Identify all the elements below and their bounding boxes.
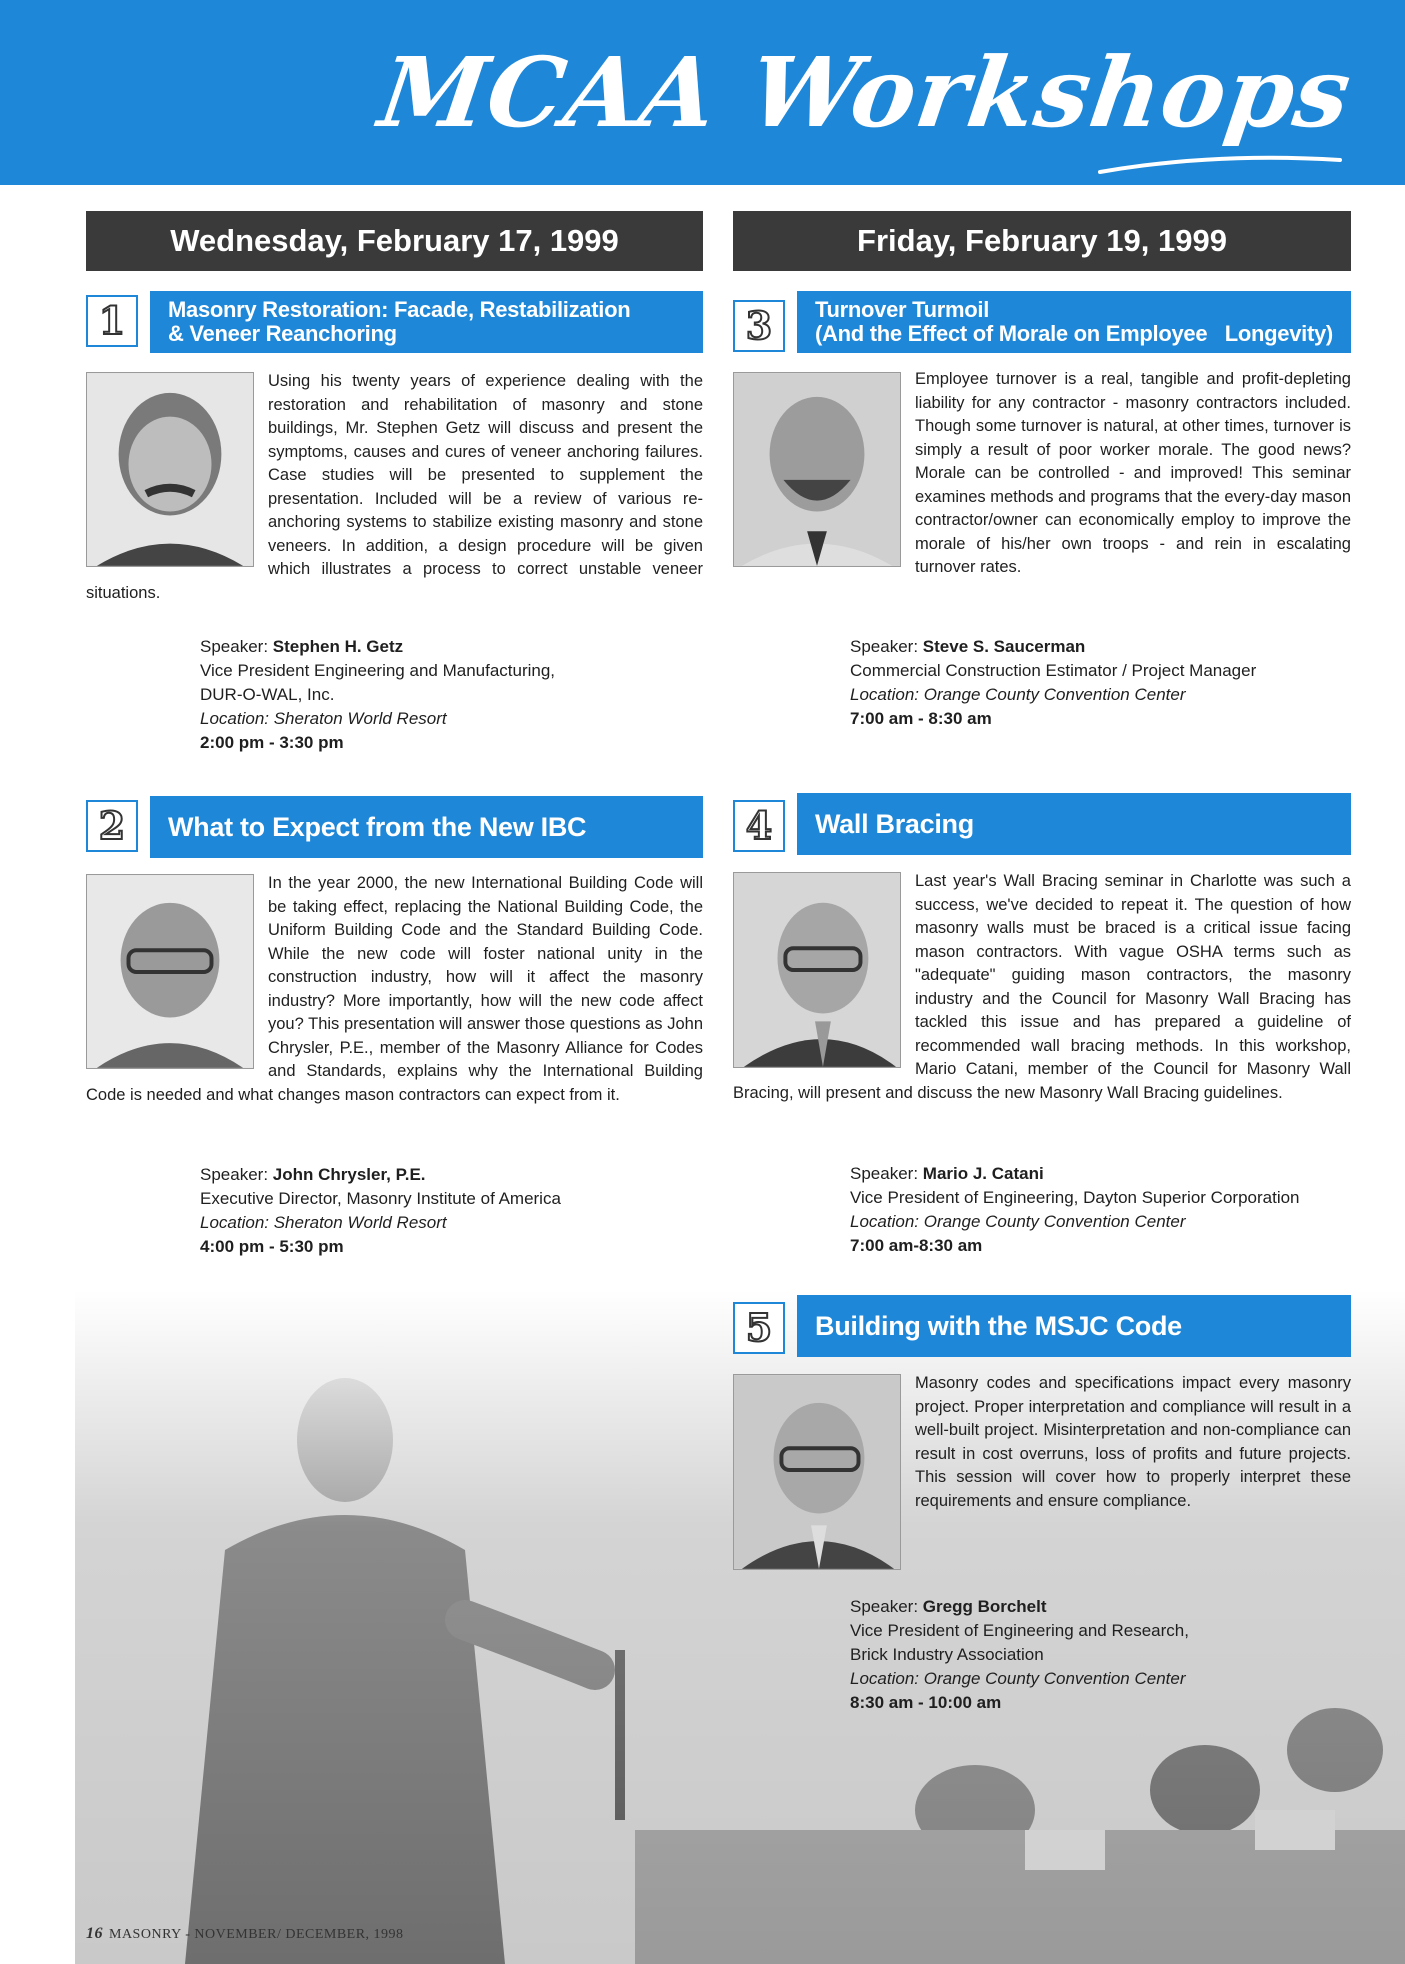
workshop-5-title: Building with the MSJC Code: [815, 1311, 1182, 1341]
header-banner: [0, 0, 1405, 185]
workshop-3-title-bar: [797, 291, 1351, 353]
workshop-5-speaker-photo: [733, 1374, 901, 1570]
workshop-3-title-line-1: Turnover Turmoil: [815, 297, 990, 322]
workshop-5-description: Masonry codes and specifications impact every masonry project. Proper interpretation and compliance will result in a well-built project. Misinterpretation and non-compliance can result in cost overruns, loss of profits and future projects. This session will cover how to properly interpret these requirements and ensure compliance.: [915, 1374, 1351, 1510]
workshop-2-title: What to Expect from the New IBC: [168, 812, 587, 842]
workshop-1-time: 2:00 pm - 3:30 pm: [200, 733, 344, 752]
workshop-5-speaker-label: Speaker:: [850, 1597, 919, 1616]
workshop-1-location: Location: Sheraton World Resort: [200, 709, 447, 728]
workshop-1-title-line-1: Masonry Restoration: Facade, Restabilization: [168, 297, 631, 322]
workshop-2-speaker-name: John Chrysler, P.E.: [272, 1165, 426, 1184]
workshop-3-affiliation-line-1: Commercial Construction Estimator / Project Manager: [850, 661, 1257, 680]
workshop-4-number-badge: 4: [733, 800, 785, 852]
workshop-5-title-bar: [797, 1295, 1351, 1357]
page-footer: [86, 1925, 404, 1943]
workshop-3-description: Employee turnover is a real, tangible and profit-depleting liability for any contractor - masonry contractors included. Though some turnover is natural, at other times, turnover is simply a result of poor worker morale. The good news? Morale can be controlled - and improved! This seminar examines methods and programs that the every-day mason contractor/owner can economically employ to improve the morale of his/her own troops - and rein in escalating turnover rates.: [915, 370, 1351, 576]
workshop-3-location: Location: Orange County Convention Center: [850, 685, 1186, 704]
workshop-3-description-block: [733, 368, 1351, 580]
page-number: 16: [86, 1925, 103, 1942]
workshop-5-number-badge: 5: [733, 1302, 785, 1354]
day-header-friday: Friday, February 19, 1999: [733, 211, 1351, 271]
workshop-5-affiliation-line-1: Vice President of Engineering and Research,: [850, 1621, 1189, 1640]
workshop-3-speaker-label: Speaker:: [850, 637, 919, 656]
workshop-3-title-line-2: (And the Effect of Morale on Employee Longevity): [815, 321, 1333, 346]
workshop-2-affiliation-line-1: Executive Director, Masonry Institute of America: [200, 1189, 561, 1208]
workshop-1-speaker-name: Stephen H. Getz: [272, 637, 404, 656]
workshop-1-description: Using his twenty years of experience dealing with the restoration and rehabilitation of masonry and stone buildings, Mr. Stephen Getz will discuss and present the symptoms, causes and cures of veneer anchoring failures. Case studies will be presented to supplement the presentation. Included will be a review of various re-anchoring systems to stabilize existing masonry and stone veneers. In addition, a design procedure will be given which illustrates a process to correct unstable veneer situations.: [86, 372, 703, 602]
workshop-4-affiliation-line-1: Vice President of Engineering, Dayton Superior Corporation: [850, 1188, 1300, 1207]
workshop-4-speaker-photo: [733, 872, 901, 1068]
workshop-3-speaker-name: Steve S. Saucerman: [922, 637, 1086, 656]
workshop-3-speaker-photo: [733, 372, 901, 567]
workshop-2-time: 4:00 pm - 5:30 pm: [200, 1237, 344, 1256]
workshop-2-description: In the year 2000, the new International Building Code will be taking effect, replacing the National Building Code, the Uniform Building Code and the Standard Building Code. While the new code will foster national unity in the construction industry, how will it affect the masonry industry? More importantly, how will the new code affect you? This presentation will answer those questions as John Chrysler, P.E., member of the Masonry Alliance for Codes and Standards, explains why the International Building Code is needed and what changes mason contractors can expect from it.: [86, 874, 703, 1104]
workshop-2-number-badge: 2: [86, 800, 138, 852]
title-underline-swoosh: [1095, 150, 1345, 180]
workshop-2-title-bar: [150, 796, 703, 858]
page-title: MCAA Workshops: [372, 36, 1358, 149]
workshop-5-time: 8:30 am - 10:00 am: [850, 1693, 1002, 1712]
workshop-3-number-badge: 3: [733, 300, 785, 352]
workshop-5-description-block: [733, 1372, 1351, 1572]
workshop-5-speaker-info: [850, 1595, 1350, 1715]
workshop-4-speaker-info: [850, 1162, 1350, 1258]
workshop-1-affiliation-line-1: Vice President Engineering and Manufacturing,: [200, 661, 556, 680]
workshop-1-title-bar: [150, 291, 703, 353]
workshop-1-number-badge: 1: [86, 295, 138, 347]
workshop-1-title-line-2: & Veneer Reanchoring: [168, 321, 397, 346]
day-header-wednesday: Wednesday, February 17, 1999: [86, 211, 703, 271]
workshop-2-speaker-photo: [86, 874, 254, 1069]
workshop-1-speaker-label: Speaker:: [200, 637, 269, 656]
workshop-5-location: Location: Orange County Convention Center: [850, 1669, 1186, 1688]
workshop-5-speaker-name: Gregg Borchelt: [922, 1597, 1047, 1616]
workshop-4-speaker-label: Speaker:: [850, 1164, 919, 1183]
workshop-4-title-bar: [797, 793, 1351, 855]
workshop-4-description-block: [733, 870, 1351, 1105]
workshop-5-affiliation-line-2: Brick Industry Association: [850, 1645, 1044, 1664]
workshop-3-time: 7:00 am - 8:30 am: [850, 709, 992, 728]
workshop-4-description: Last year's Wall Bracing seminar in Charlotte was such a success, we've decided to repeat it. The question of how masonry walls must be braced is a critical issue facing mason contractors. With vague OSHA terms such as "adequate" guiding mason contractors, the masonry industry and the Council for Masonry Wall Bracing has tackled this issue and has prepared a guideline of recommended wall bracing methods. In this workshop, Mario Catani, member of the Council for Masonry Wall Bracing, will present and discuss the new Masonry Wall Bracing guidelines.: [733, 872, 1351, 1102]
workshop-2-speaker-info: [200, 1163, 700, 1259]
workshop-4-location: Location: Orange County Convention Center: [850, 1212, 1186, 1231]
workshop-3-speaker-info: [850, 635, 1350, 731]
workshop-2-speaker-label: Speaker:: [200, 1165, 269, 1184]
workshop-4-title: Wall Bracing: [815, 809, 974, 839]
workshop-1-speaker-info: [200, 635, 700, 755]
workshop-1-speaker-photo: [86, 372, 254, 567]
workshop-4-time: 7:00 am-8:30 am: [850, 1236, 983, 1255]
workshop-4-speaker-name: Mario J. Catani: [922, 1164, 1044, 1183]
workshop-2-location: Location: Sheraton World Resort: [200, 1213, 447, 1232]
workshop-1-description-block: [86, 370, 703, 605]
workshop-2-description-block: [86, 872, 703, 1107]
workshop-1-affiliation-line-2: DUR-O-WAL, Inc.: [200, 685, 335, 704]
publication-line: MASONRY - NOVEMBER/ DECEMBER, 1998: [109, 1927, 404, 1942]
